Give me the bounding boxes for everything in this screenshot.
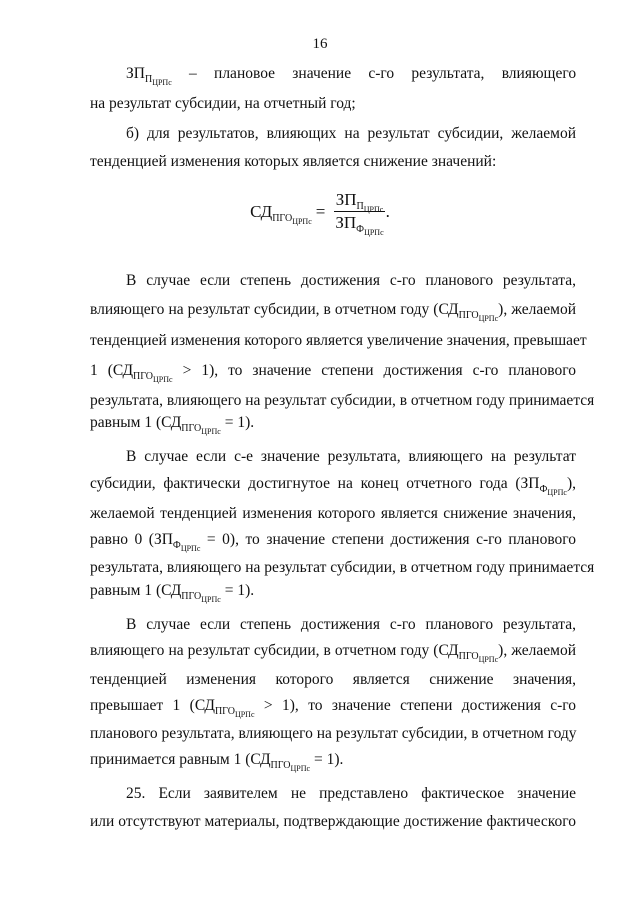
sd-symbol: $СД_{ПГО_{ЦРПс}}$: [161, 414, 221, 436]
text-line: тенденцией изменения которого является увеличение значения, превышает: [90, 332, 587, 349]
text-line: результата, влияющего на результат субсидии, в отчетном году принимается: [90, 392, 595, 409]
text-line: влияющего на результат субсидии, в отчетном году $(СД_{ПГО_{ЦРПс}})$, желаемой: [90, 301, 576, 323]
text-line: влияющего на результат субсидии, в отчетном году $(СД_{ПГО_{ЦРПс}})$, желаемой: [90, 642, 576, 664]
zp-symbol: $ЗП_{П_{ЦРПс}}$: [126, 65, 172, 87]
sd-symbol: $СД_{ПГО_{ЦРПс}}$: [438, 642, 499, 664]
formula-fraction: [333, 190, 385, 237]
zp-symbol: $ЗП_{Ф_{ЦРПс}}$: [153, 531, 201, 553]
text-line: желаемой тенденцией изменения которого является снижение значения,: [90, 505, 576, 522]
definition-line: $ЗП_{П_{ЦРПс}}$ – плановое значение с-го результата, влияющего: [126, 65, 577, 87]
sd-symbol: $СД_{ПГО_{ЦРПс}}$: [250, 751, 311, 773]
text-line: на результат субсидии, на отчетный год;: [90, 95, 356, 112]
formula-lhs: $СД_{ПГО_{ЦРПс}}$: [250, 201, 312, 226]
text-line: 1 $(СД_{ПГО_{ЦРПс}} > 1)$, то значение степени достижения с-го планового: [90, 362, 576, 384]
sd-symbol: $СД_{ПГО_{ЦРПс}}$: [161, 582, 221, 604]
sd-symbol: $СД_{ПГО_{ЦРПс}}$: [438, 301, 499, 323]
text-line: тенденцией изменения которых является снижение значений:: [90, 153, 497, 170]
text-line: равным 1 $(СД_{ПГО_{ЦРПс}} = 1)$.: [90, 414, 255, 436]
formula-numerator: $ЗП_{П_{ЦРПс}}$: [335, 190, 384, 214]
text-line: равным 1 $(СД_{ПГО_{ЦРПс}} = 1)$.: [90, 582, 255, 604]
sd-symbol: $СД_{ПГО_{ЦРПс}}$: [112, 362, 173, 384]
page-number: 16: [312, 36, 328, 52]
text-line: тенденцией изменения которого является снижение значения,: [90, 671, 576, 688]
text-line: 25. Если заявителем не представлено фактическое значение: [126, 785, 576, 802]
text-line: равно 0 $(ЗП_{Ф_{ЦРПс}} = 0)$, то значение степени достижения с-го планового: [90, 531, 576, 553]
text-line: принимается равным 1 $(СД_{ПГО_{ЦРПс}} = 1)$.: [90, 751, 344, 773]
text-line: субсидии, фактически достигнутое на конец отчетного года $(ЗП_{Ф_{ЦРПс}})$,: [90, 475, 576, 497]
text-line: планового результата, влияющего на результат субсидии, в отчетном году: [90, 725, 577, 742]
zp-symbol: $ЗП_{Ф_{ЦРПс}}$: [520, 475, 567, 497]
sd-symbol: $СД_{ПГО_{ЦРПс}}$: [194, 697, 255, 719]
text-line: превышает 1 $(СД_{ПГО_{ЦРПс}} > 1)$, то значение степени достижения с-го: [90, 697, 576, 719]
text-line: В случае если степень достижения с-го планового результата,: [126, 616, 576, 633]
text-line: или отсутствуют материалы, подтверждающие достижение фактического: [90, 813, 576, 830]
text-line: В случае если степень достижения с-го планового результата,: [126, 272, 576, 289]
text-line: В случае если с-е значение результата, влияющего на результат: [126, 448, 576, 465]
formula: $СД_{ПГО_{ЦРПс}}$ = $\frac{ЗП_{П_{ЦРПс}}}{ЗП_{Ф_{ЦРПс}}}$ .: [250, 190, 390, 237]
text-line: б) для результатов, влияющих на результат субсидии, желаемой: [126, 125, 576, 142]
text-line: результата, влияющего на результат субсидии, в отчетном году принимается: [90, 559, 595, 576]
formula-denominator: $ЗП_{Ф_{ЦРПс}}$: [335, 213, 384, 237]
